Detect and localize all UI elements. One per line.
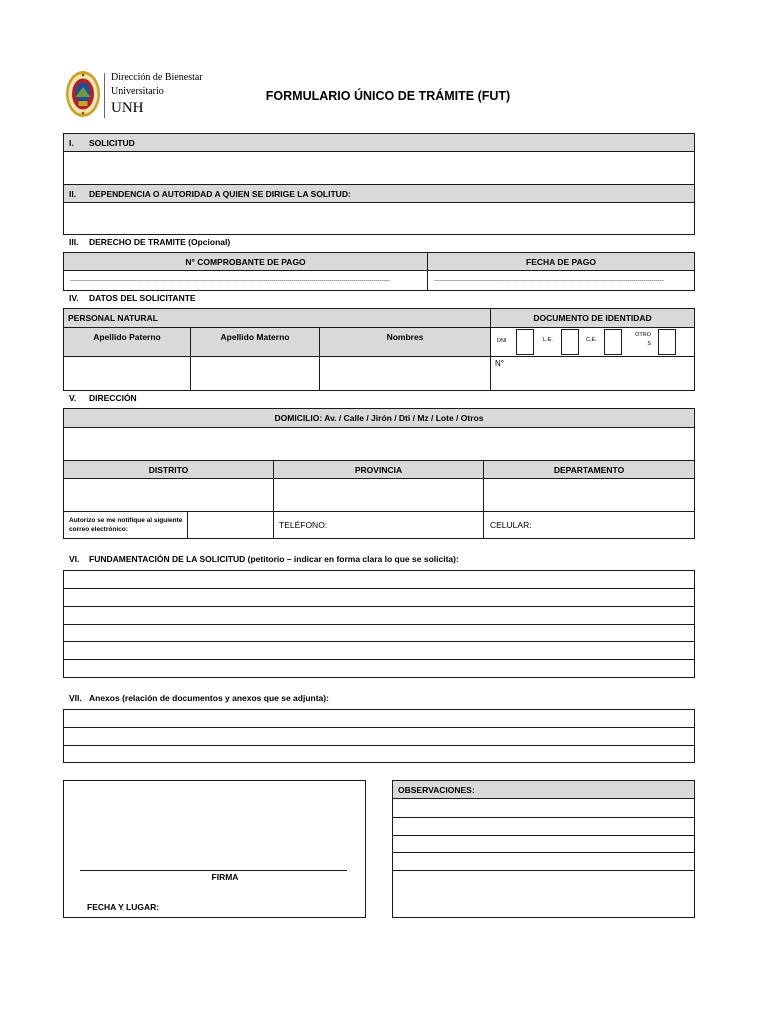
section-ii-number: II. xyxy=(69,188,77,199)
department-field xyxy=(483,479,694,511)
applicant-values-row xyxy=(64,356,694,390)
contact-row xyxy=(64,511,694,538)
mobile-label: CELULAR: xyxy=(483,512,694,538)
location-values-row xyxy=(64,478,694,511)
receipt-number-dashes: ---------------------------------------------------------------------------------------------------------------------------------------------------------------- xyxy=(70,277,390,284)
email-consent-label: Autorizo se me notifique al siguiente correo electrónico: xyxy=(69,517,183,533)
observations-line xyxy=(393,817,694,835)
document-type-cell xyxy=(490,328,694,356)
applicant-table xyxy=(63,308,695,391)
solicitud-field xyxy=(64,151,694,184)
observations-box xyxy=(392,780,695,918)
section-i-title: SOLICITUD xyxy=(89,137,135,148)
personal-natural-header: PERSONAL NATURAL xyxy=(68,313,158,323)
maternal-surname-field xyxy=(190,357,319,390)
district-field xyxy=(64,479,273,511)
receipt-number-cell xyxy=(64,271,427,290)
fundamentacion-line xyxy=(64,641,694,659)
unh-seal-logo xyxy=(65,70,101,118)
identity-document-header: DOCUMENTO DE IDENTIDAD xyxy=(490,309,694,327)
org-name-line-2: Universitario xyxy=(111,86,164,97)
section-iv-number: IV. xyxy=(69,292,79,303)
receipt-number-header: N° COMPROBANTE DE PAGO xyxy=(185,256,306,267)
observations-notes-area xyxy=(393,870,694,917)
fundamentacion-line xyxy=(64,571,694,588)
section-vii-number: VII. xyxy=(69,692,82,703)
section-v-title: DIRECCIÓN xyxy=(89,392,137,403)
section-ii-header xyxy=(64,184,694,202)
otros-checkbox xyxy=(658,329,676,355)
section-vii-title: Anexos (relación de documentos y anexos que se adjunta): xyxy=(89,692,329,703)
section-vii-label xyxy=(63,692,695,703)
section-vi-label xyxy=(63,553,695,564)
section-v-number: V. xyxy=(69,392,77,403)
observations-line xyxy=(393,835,694,852)
observations-line xyxy=(393,852,694,870)
org-name-line-1: Dirección de Bienestar xyxy=(111,72,203,83)
signature-box xyxy=(63,780,366,918)
names-field xyxy=(319,357,490,390)
le-checkbox xyxy=(561,329,579,355)
district-header: DISTRITO xyxy=(148,464,189,475)
section-iii-title: DERECHO DE TRAMITE (Opcional) xyxy=(89,236,231,247)
observations-line xyxy=(393,798,694,817)
department-header: DEPARTAMENTO xyxy=(483,461,694,478)
anexos-line xyxy=(64,745,694,762)
le-label: L.E. xyxy=(543,337,553,343)
section-iii-label xyxy=(63,236,695,247)
applicant-columns-row xyxy=(64,327,694,356)
anexos-lines xyxy=(63,709,695,763)
dni-checkbox xyxy=(516,329,534,355)
section-iv-title: DATOS DEL SOLICITANTE xyxy=(89,292,196,303)
org-acronym: UNH xyxy=(111,100,144,116)
section-iv-label xyxy=(63,292,695,303)
solicitud-dependencia-table xyxy=(63,133,695,235)
paternal-surname-header: Apellido Paterno xyxy=(64,328,190,356)
document-number-label: N° xyxy=(495,359,504,368)
section-i-number: I. xyxy=(69,137,74,148)
location-header-row xyxy=(64,460,694,478)
address-table xyxy=(63,408,695,539)
observations-header: OBSERVACIONES: xyxy=(393,781,694,798)
applicant-table-header xyxy=(64,309,694,327)
fundamentacion-line xyxy=(64,606,694,624)
payment-date-cell xyxy=(427,271,694,290)
section-vi-number: VI. xyxy=(69,553,80,564)
form-title: FORMULARIO ÚNICO DE TRÁMITE (FUT) xyxy=(265,89,511,103)
ce-checkbox xyxy=(604,329,622,355)
payment-table-row xyxy=(64,270,694,290)
dni-label: DNI xyxy=(497,338,507,344)
date-place-label: FECHA Y LUGAR: xyxy=(87,902,160,912)
payment-table xyxy=(63,252,695,291)
section-v-label xyxy=(63,392,695,403)
otros-label: OTROS xyxy=(635,332,651,347)
payment-date-header: FECHA DE PAGO xyxy=(427,253,694,270)
province-field xyxy=(273,479,483,511)
domicilio-field xyxy=(64,427,694,460)
fundamentacion-line xyxy=(64,659,694,677)
anexos-line xyxy=(64,710,694,727)
section-iii-number: III. xyxy=(69,236,79,247)
province-header: PROVINCIA xyxy=(273,461,483,478)
signature-label: FIRMA xyxy=(211,872,239,882)
email-field xyxy=(187,512,273,538)
phone-label: TELÉFONO: xyxy=(273,512,483,538)
fundamentacion-line xyxy=(64,624,694,641)
domicilio-header: DOMICILIO: Av. / Calle / Jirón / Dti / Mz / Lote / Otros xyxy=(64,409,694,427)
paternal-surname-field xyxy=(64,357,190,390)
maternal-surname-header: Apellido Materno xyxy=(190,328,319,356)
header-divider xyxy=(104,73,105,118)
section-vi-title: FUNDAMENTACIÓN DE LA SOLICITUD (petitorio – indicar en forma clara lo que se solicita): xyxy=(89,553,459,564)
fundamentacion-line xyxy=(64,588,694,606)
fundamentacion-lines xyxy=(63,570,695,678)
section-i-header xyxy=(64,134,694,151)
payment-date-dashes: ------------------------------------------------------------------------------------------------------------------- xyxy=(434,277,664,284)
anexos-line xyxy=(64,727,694,745)
signature-line xyxy=(80,870,347,871)
payment-table-header xyxy=(64,253,694,270)
document-number-field xyxy=(490,357,694,390)
section-ii-title: DEPENDENCIA O AUTORIDAD A QUIEN SE DIRIGE LA SOLITUD: xyxy=(89,188,351,199)
ce-label: C.E. xyxy=(586,337,597,343)
dependencia-field xyxy=(64,202,694,234)
names-header: Nombres xyxy=(319,328,490,356)
